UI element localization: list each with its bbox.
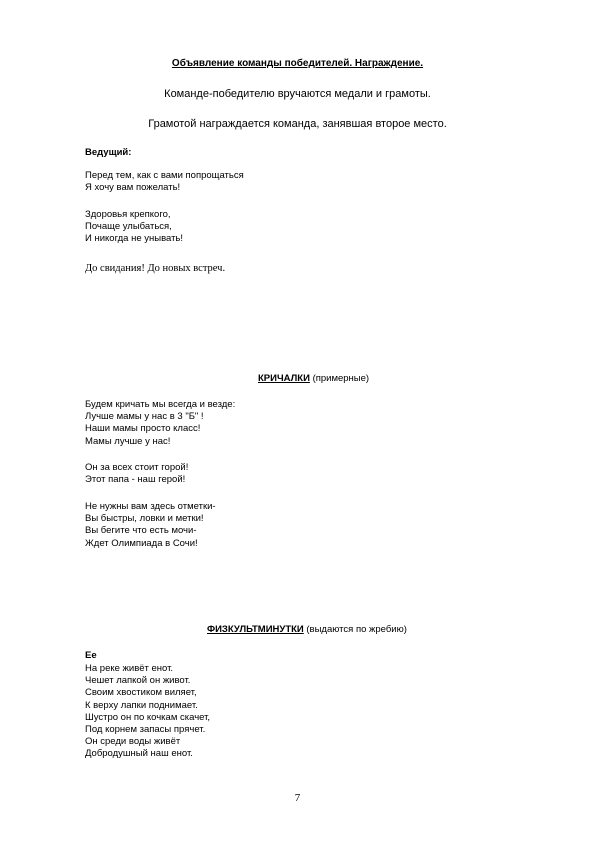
verse-line: Вы быстры, ловки и метки! <box>85 513 204 525</box>
verse-line: Мамы лучше у нас! <box>85 435 171 447</box>
verse-line: Не нужны вам здесь отметки- <box>85 501 216 512</box>
verse-line: Я хочу вам пожелать! <box>85 182 181 194</box>
verse-line: Ждет Олимпиада в Сочи! <box>85 537 198 549</box>
verse-line: Под корнем запасы прячет. <box>85 723 206 735</box>
verse-line: Перед тем, как с вами попрощаться <box>85 170 244 181</box>
verse-line: Чешет лапкой он живот. <box>85 675 191 687</box>
verse-line: Этот папа - наш герой! <box>85 474 186 486</box>
farewell-line: До свидания! До новых встреч. <box>85 263 226 274</box>
verse-line: Наши мамы просто класс! <box>85 423 201 435</box>
chants-stanza-3 <box>85 501 216 550</box>
verse-line: И никогда не унывать! <box>85 233 184 245</box>
verse-line: Добродушный наш енот. <box>85 748 193 760</box>
verse-line: Здоровья крепкого, <box>85 209 171 220</box>
chants-title-text: КРИЧАЛКИ <box>258 373 310 384</box>
verse-line: Своим хвостиком виляет, <box>85 687 197 699</box>
host-label: Ведущий: <box>85 147 132 158</box>
verse-line: Вы бегите что есть мочи- <box>85 525 197 537</box>
exercises-title <box>207 624 407 635</box>
host-stanza-1 <box>85 170 244 194</box>
chants-title-note: (примерные) <box>312 373 370 384</box>
host-stanza-2 <box>85 209 183 246</box>
verse-line: На реке живёт енот. <box>85 663 174 674</box>
chants-stanza-2 <box>85 462 188 486</box>
verse-line: Он среди воды живёт <box>85 736 181 748</box>
verse-line: Почаще улыбаться, <box>85 221 172 233</box>
exercises-title-text: ФИЗКУЛЬТМИНУТКИ <box>207 624 304 635</box>
exercise-subtitle: Ее <box>85 650 97 661</box>
chants-stanza-1 <box>85 399 235 448</box>
verse-line: К верху лапки поднимает. <box>85 699 198 711</box>
award-line-1: Команде-победителю вручаются медали и грамоты. <box>164 88 431 100</box>
verse-line: Он за всех стоит горой! <box>85 462 189 473</box>
award-line-2: Грамотой награждается команда, занявшая второе место. <box>148 118 447 130</box>
verse-line: Будем кричать мы всегда и везде: <box>85 399 236 410</box>
page-number: 7 <box>294 792 301 804</box>
exercises-title-note: (выдаются по жребию) <box>306 624 407 635</box>
verse-line: Шустро он по кочкам скачет, <box>85 711 211 723</box>
exercise-poem <box>85 663 210 761</box>
verse-line: Лучше мамы у нас в 3 "Б" ! <box>85 411 204 423</box>
chants-title <box>258 373 369 384</box>
award-heading: Объявление команды победителей. Награждение. <box>171 58 424 69</box>
